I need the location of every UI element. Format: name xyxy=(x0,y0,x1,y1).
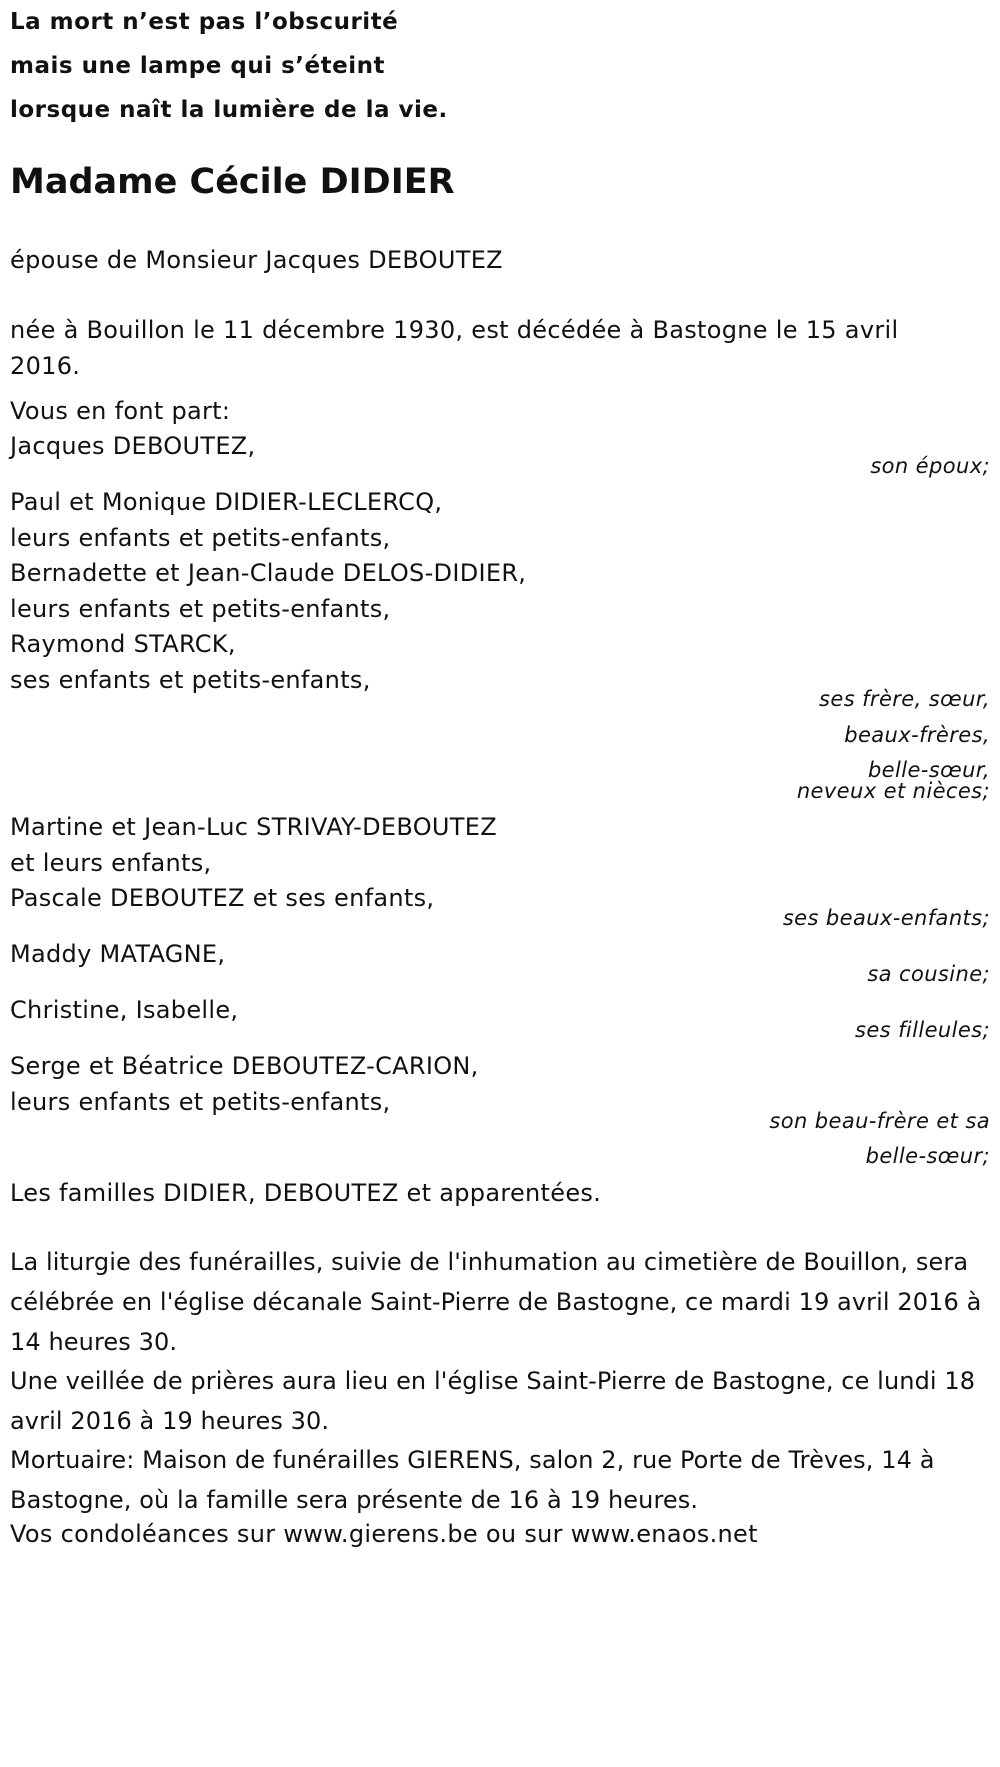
family-relation: neveux et nièces; xyxy=(796,779,990,803)
family-name-line: leurs enfants et petits-enfants, xyxy=(10,524,391,552)
condolences-line: Vos condoléances sur www.gierens.be ou sur www.enaos.net xyxy=(10,1520,758,1548)
family-relation: sa cousine; xyxy=(867,962,990,986)
deceased-name: Madame Cécile DIDIER xyxy=(10,162,455,202)
family-name-line: Jacques DEBOUTEZ, xyxy=(10,432,256,460)
mortuary-paragraph: Mortuaire: Maison de funérailles GIERENS, salon 2, rue Porte de Trèves, 14 à Bastogne, où la famille sera présente de 16 à 19 heures. xyxy=(10,1446,935,1514)
quote-line-1: La mort n’est pas l’obscurité xyxy=(10,9,399,35)
family-relation: ses frère, sœur, xyxy=(819,687,990,711)
family-name-line: Martine et Jean-Luc STRIVAY-DEBOUTEZ xyxy=(10,813,497,841)
announce-line: Vous en font part: xyxy=(10,397,231,425)
family-name-line: leurs enfants et petits-enfants, xyxy=(10,1088,391,1116)
birth-death-line-2: 2016. xyxy=(10,352,81,380)
family-name-line: Bernadette et Jean-Claude DELOS-DIDIER, xyxy=(10,559,527,587)
family-name-line: Raymond STARCK, xyxy=(10,630,236,658)
family-name-line: Maddy MATAGNE, xyxy=(10,940,226,968)
family-relation: ses filleules; xyxy=(855,1018,990,1042)
family-relation: belle-sœur; xyxy=(865,1144,990,1168)
family-name-line: Serge et Béatrice DEBOUTEZ-CARION, xyxy=(10,1052,479,1080)
quote-line-2: mais une lampe qui s’éteint xyxy=(10,53,385,79)
family-relation: belle-sœur, xyxy=(867,758,990,782)
families-line: Les familles DIDIER, DEBOUTEZ et apparentées. xyxy=(10,1179,602,1207)
spouse-line: épouse de Monsieur Jacques DEBOUTEZ xyxy=(10,246,503,274)
family-relation: son époux; xyxy=(870,454,990,478)
family-relation: ses beaux-enfants; xyxy=(782,906,990,930)
family-name-line: ses enfants et petits-enfants, xyxy=(10,666,371,694)
family-name-line: et leurs enfants, xyxy=(10,849,212,877)
family-name-line: Paul et Monique DIDIER-LECLERCQ, xyxy=(10,488,443,516)
quote-line-3: lorsque naît la lumière de la vie. xyxy=(10,97,448,123)
family-name-line: leurs enfants et petits-enfants, xyxy=(10,595,391,623)
family-name-line: Pascale DEBOUTEZ et ses enfants, xyxy=(10,884,435,912)
family-relation: beaux-frères, xyxy=(844,723,990,747)
family-relation: son beau-frère et sa xyxy=(769,1109,990,1133)
birth-death-line-1: née à Bouillon le 11 décembre 1930, est décédée à Bastogne le 15 avril xyxy=(10,316,899,344)
funeral-paragraph: La liturgie des funérailles, suivie de l'inhumation au cimetière de Bouillon, sera célébrée en l'église décanale Saint-Pierre de Bastogne, ce mardi 19 avril 2016 à 14 heures 30. xyxy=(10,1248,982,1356)
family-name-line: Christine, Isabelle, xyxy=(10,996,239,1024)
vigil-paragraph: Une veillée de prières aura lieu en l'église Saint-Pierre de Bastogne, ce lundi 18 avril 2016 à 19 heures 30. xyxy=(10,1367,976,1435)
